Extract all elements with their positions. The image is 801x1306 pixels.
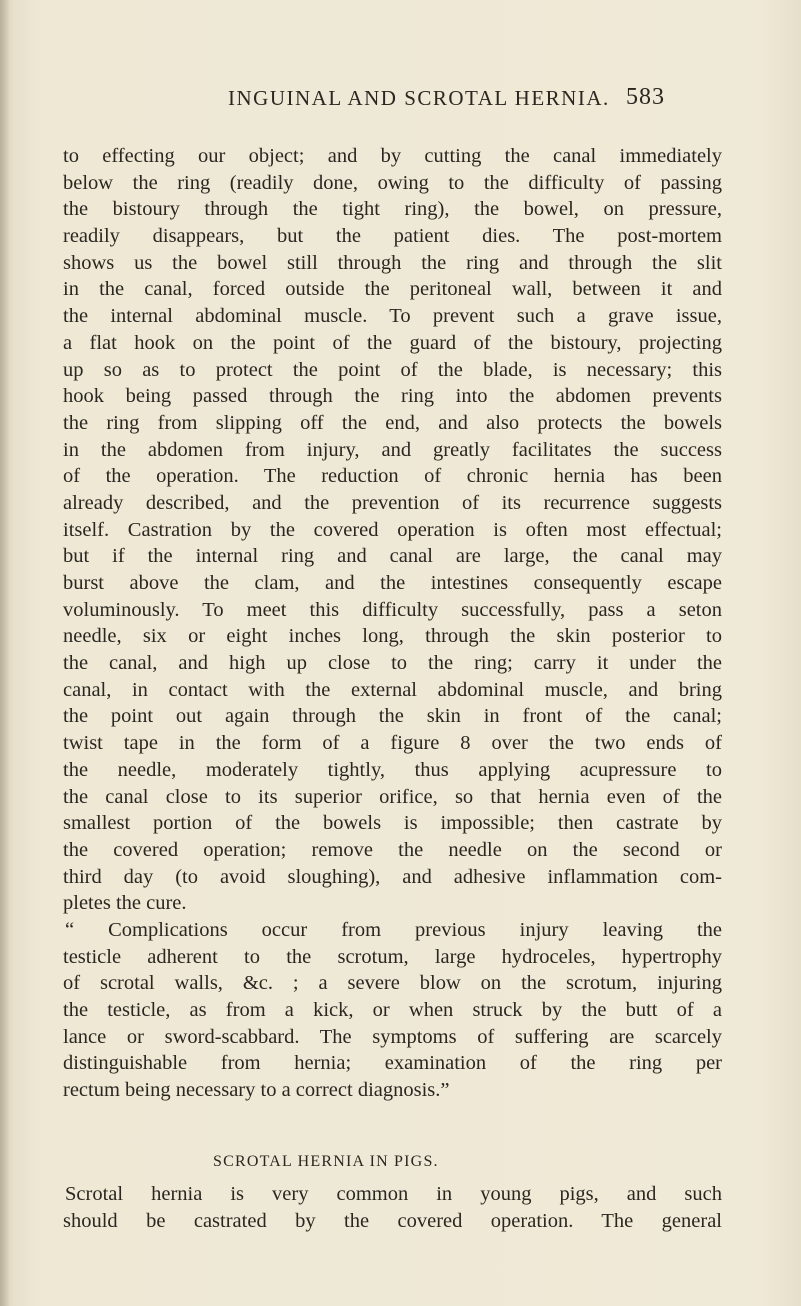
text-line: canal, in contact with the external abdominal muscle, and bring [63, 678, 722, 701]
text-line: the needle, moderately tightly, thus applying acupressure to [63, 758, 722, 781]
text-line: distinguishable from hernia; examination of the ring per [63, 1052, 722, 1075]
text-line: testicle adherent to the scrotum, large hydroceles, hypertrophy [63, 945, 722, 968]
text-line: Scrotal hernia is very common in young pigs, and such [65, 1183, 722, 1205]
text-line: the ring from slipping off the end, and also protects the bowels [63, 411, 722, 434]
text-line: lance or sword-scabbard. The symptoms of suffering are scarcely [63, 1025, 722, 1048]
text-line: below the ring (readily done, owing to the difficulty of passing [63, 171, 722, 194]
section-heading: SCROTAL HERNIA IN PIGS. [213, 1153, 439, 1170]
text-line: the covered operation; remove the needle on the second or [63, 838, 722, 861]
text-line: up so as to protect the point of the blade, is necessary; this [63, 358, 722, 381]
text-line: the internal abdominal muscle. To prevent such a grave issue, [63, 305, 722, 328]
text-line: shows us the bowel still through the ring and through the slit [63, 251, 722, 274]
text-line: in the abdomen from injury, and greatly facilitates the success [63, 438, 722, 461]
text-line: a flat hook on the point of the guard of the bistoury, projecting [63, 331, 722, 354]
page-number: 583 [626, 84, 665, 110]
text-line: already described, and the prevention of its recurrence suggests [63, 491, 722, 514]
text-line: the point out again through the skin in front of the canal; [63, 705, 722, 728]
text-line: but if the internal ring and canal are large, the canal may [63, 545, 722, 568]
text-line: the testicle, as from a kick, or when struck by the butt of a [63, 999, 722, 1021]
text-line: “ Complications occur from previous injury leaving the [65, 918, 722, 941]
text-line: to effecting our object; and by cutting the canal immediately [63, 145, 722, 167]
running-head: INGUINAL AND SCROTAL HERNIA. [228, 86, 610, 110]
text-line: of the operation. The reduction of chronic hernia has been [63, 465, 722, 488]
text-line: hook being passed through the ring into the abdomen prevents [63, 385, 722, 408]
section-text-block [63, 1181, 722, 1234]
text-line: the canal close to its superior orifice, so that hernia even of the [63, 785, 722, 808]
text-line: burst above the clam, and the intestines consequently escape [63, 572, 722, 594]
text-line: should be castrated by the covered operation. The general [63, 1209, 722, 1232]
text-line: itself. Castration by the covered operation is often most effectual; [63, 518, 722, 541]
text-line: voluminously. To meet this difficulty successfully, pass a seton [63, 598, 722, 621]
page-edge-shadow [0, 0, 10, 1306]
main-text-block [63, 143, 722, 1104]
text-line: the bistoury through the tight ring), the bowel, on pressure, [63, 198, 722, 221]
text-line: rectum being necessary to a correct diagnosis.” [63, 1079, 450, 1102]
text-line: the canal, and high up close to the ring; carry it under the [63, 652, 722, 675]
text-line: readily disappears, but the patient dies. The post-mortem [63, 225, 722, 248]
text-line: smallest portion of the bowels is impossible; then castrate by [63, 812, 722, 835]
text-line: third day (to avoid sloughing), and adhesive inflammation com- [63, 865, 722, 888]
text-line: twist tape in the form of a figure 8 over the two ends of [63, 732, 722, 755]
text-line: in the canal, forced outside the peritoneal wall, between it and [63, 278, 722, 301]
text-line: pletes the cure. [63, 892, 187, 915]
text-line: of scrotal walls, &c. ; a severe blow on the scrotum, injuring [63, 972, 722, 995]
text-line: needle, six or eight inches long, through the skin posterior to [63, 625, 722, 648]
